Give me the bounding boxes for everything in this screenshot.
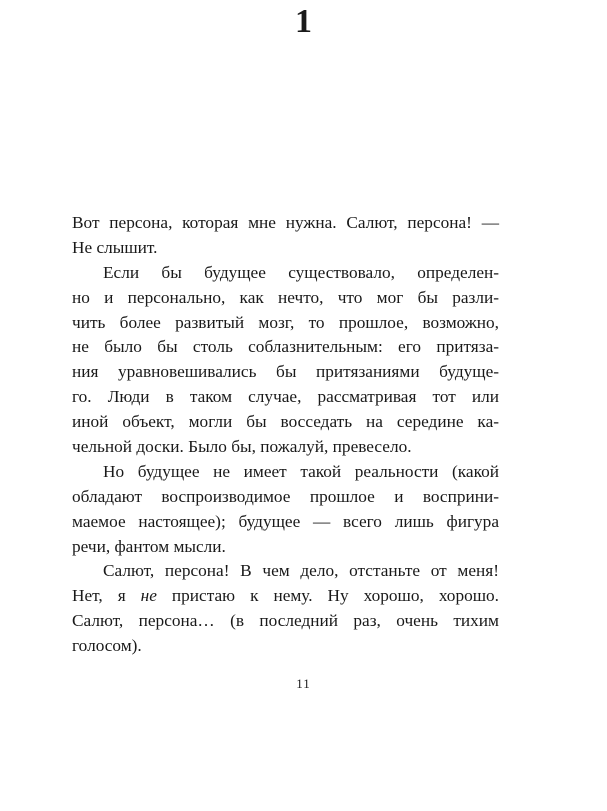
- text-line: ния уравновешивались бы притязаниями будуще-: [72, 362, 499, 382]
- text-segment: Нет, я: [72, 586, 141, 606]
- page-number: 11: [296, 676, 311, 691]
- text-line: чить более развитый мозг, то прошлое, возможно,: [72, 312, 499, 332]
- text-line: обладают воспроизводимое прошлое и восприни-: [72, 486, 499, 506]
- text-line: но и персонально, как нечто, что мог бы разли-: [72, 287, 499, 307]
- text-line: Вот персона, которая мне нужна. Салют, персона! —: [72, 213, 499, 232]
- text-line: [72, 584, 499, 609]
- chapter-number: 1: [295, 3, 312, 40]
- text-line: Салют, персона… (в последний раз, очень тихим: [72, 611, 499, 631]
- text-line: маемое настоящее); будущее — всего лишь фигура: [72, 511, 499, 531]
- text-line: голосом).: [72, 636, 142, 656]
- text-line: Не слышит.: [72, 237, 158, 257]
- text-line: Если бы будущее существовало, определен-: [103, 262, 499, 282]
- body-text: [72, 211, 499, 659]
- text-line: чельной доски. Было бы, пожалуй, превесело.: [72, 437, 412, 457]
- text-segment: пристаю к нему. Ну хорошо, хорошо.: [156, 586, 499, 606]
- text-line: Салют, персона! В чем дело, отстаньте от меня!: [103, 561, 499, 581]
- text-line: не было бы столь соблазнительным: его притяза-: [72, 337, 499, 357]
- text-line: го. Люди в таком случае, рассматривая тот или: [72, 387, 499, 407]
- emphasized-word: не: [140, 586, 157, 606]
- text-line: Но будущее не имеет такой реальности (какой: [103, 461, 499, 481]
- text-line: речи, фантом мысли.: [72, 536, 226, 556]
- text-line: иной объект, могли бы восседать на середине ка-: [72, 412, 499, 432]
